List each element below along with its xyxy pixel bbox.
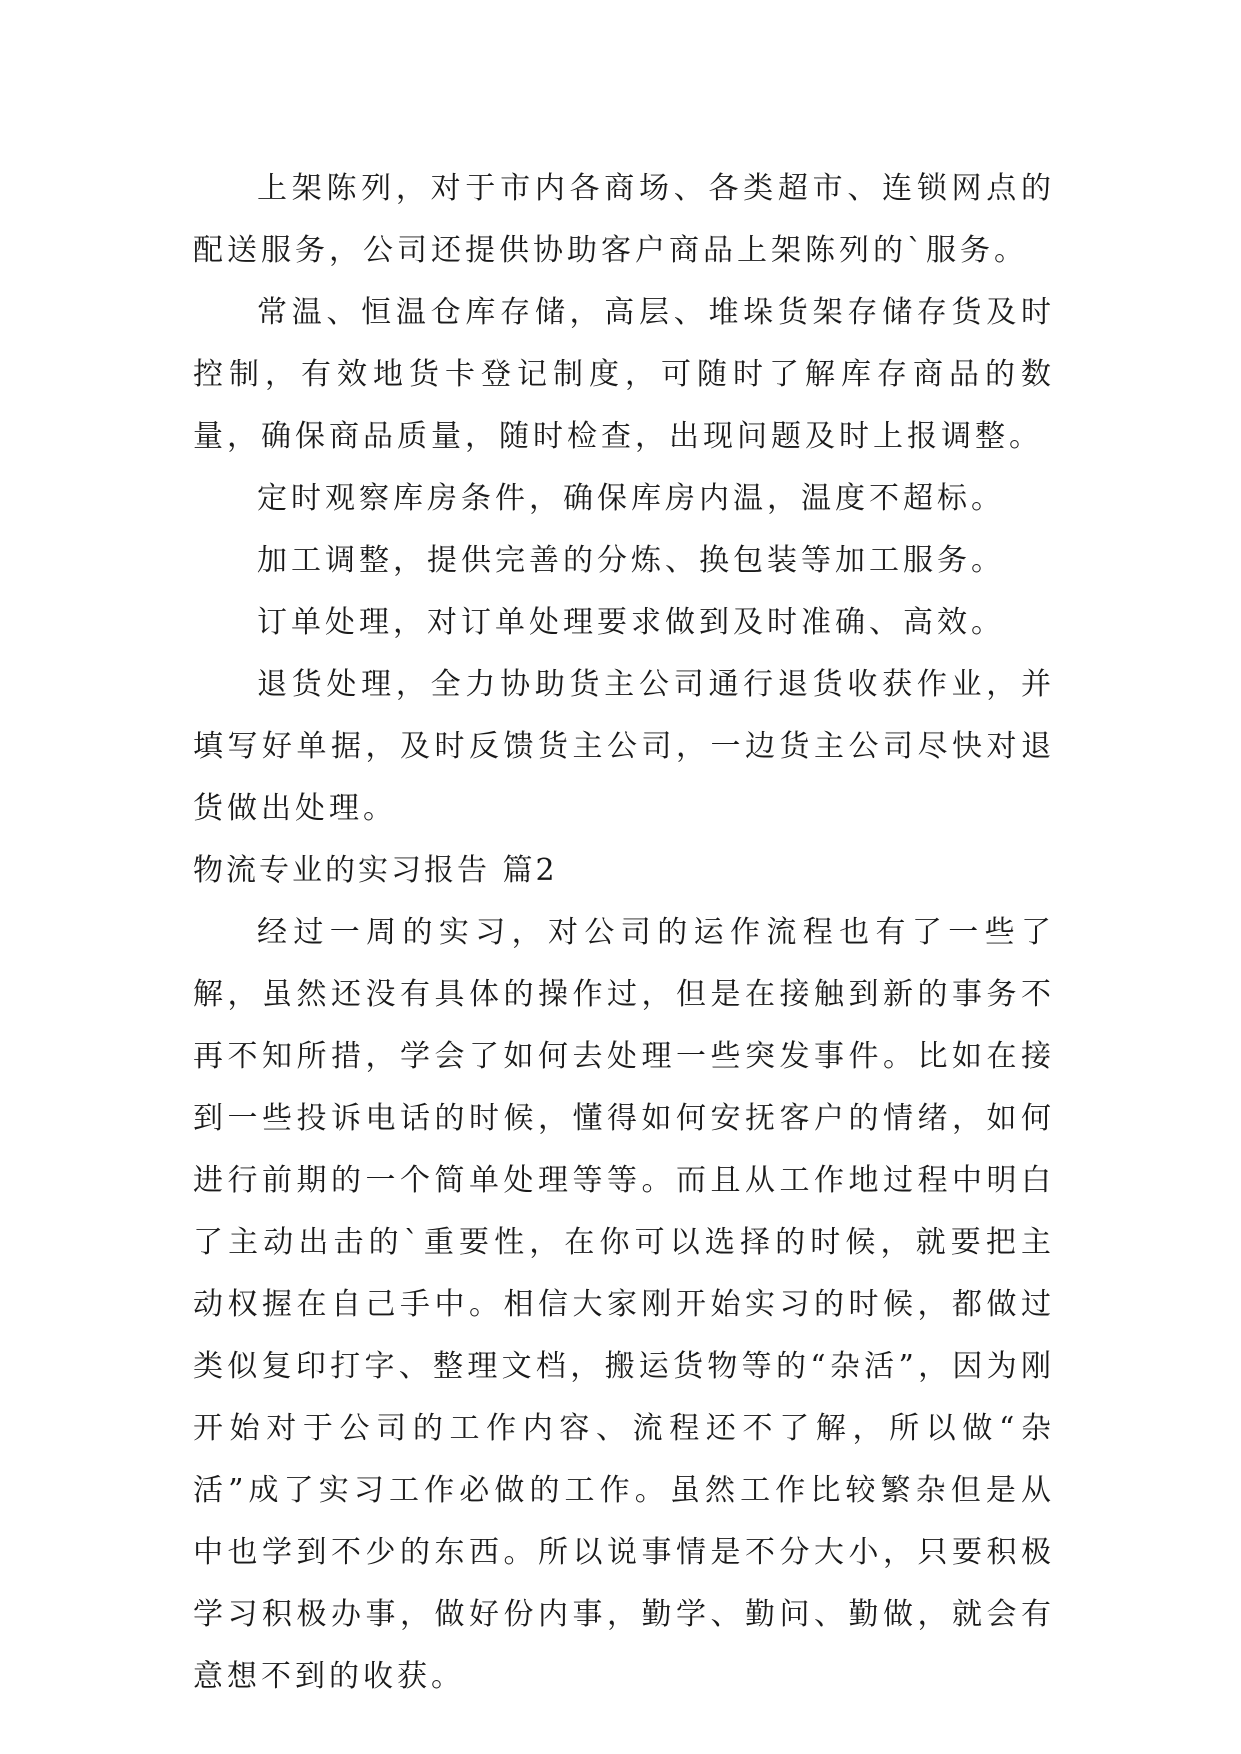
paragraph-storeroom-conditions: 定时观察库房条件，确保库房内温，温度不超标。 xyxy=(257,481,1005,516)
paragraph-warehouse-storage: 常温、恒温仓库存储，高层、堆垛货架存储存货及时控制，有效地货卡登记制度，可随时了解库存商品的数量，确保商品质量，随时检查，出现问题及时上报调整。 xyxy=(193,295,1055,454)
section-heading: 物流专业的实习报告 篇2 xyxy=(193,853,558,888)
paragraph-internship-reflection: 经过一周的实习，对公司的运作流程也有了一些了解，虽然还没有具体的操作过，但是在接触到新的事务不再不知所措，学会了如何去处理一些突发事件。比如在接到一些投诉电话的时候，懂得如何安抚客户的情绪，如何进行前期的一个简单处理等等。而且从工作地过程中明白了主动出击的`重要性，在你可以选择的时候，就要把主动权握在自己手中。相信大家刚开始实习的时候，都做过类似复印打字、整理文档，搬运货物等的“杂活”，因为刚开始对于公司的工作内容、流程还不了解，所以做“杂活”成了实习工作必做的工作。虽然工作比较繁杂但是从中也学到不少的东西。所以说事情是不分大小，只要积极学习积极办事，做好份内事，勤学、勤问、勤做，就会有意想不到的收获。 xyxy=(193,915,1055,1694)
paragraph-shelf-display: 上架陈列，对于市内各商场、各类超市、连锁网点的配送服务，公司还提供协助客户商品上架陈列的`服务。 xyxy=(193,171,1055,268)
paragraph-processing: 加工调整，提供完善的分炼、换包装等加工服务。 xyxy=(257,543,1005,578)
paragraph-returns-handling: 退货处理，全力协助货主公司通行退货收获作业，并填写好单据，及时反馈货主公司，一边货主公司尽快对退货做出处理。 xyxy=(193,667,1055,826)
paragraph-order-handling: 订单处理，对订单处理要求做到及时准确、高效。 xyxy=(257,605,1005,640)
document-body xyxy=(193,158,1055,1708)
